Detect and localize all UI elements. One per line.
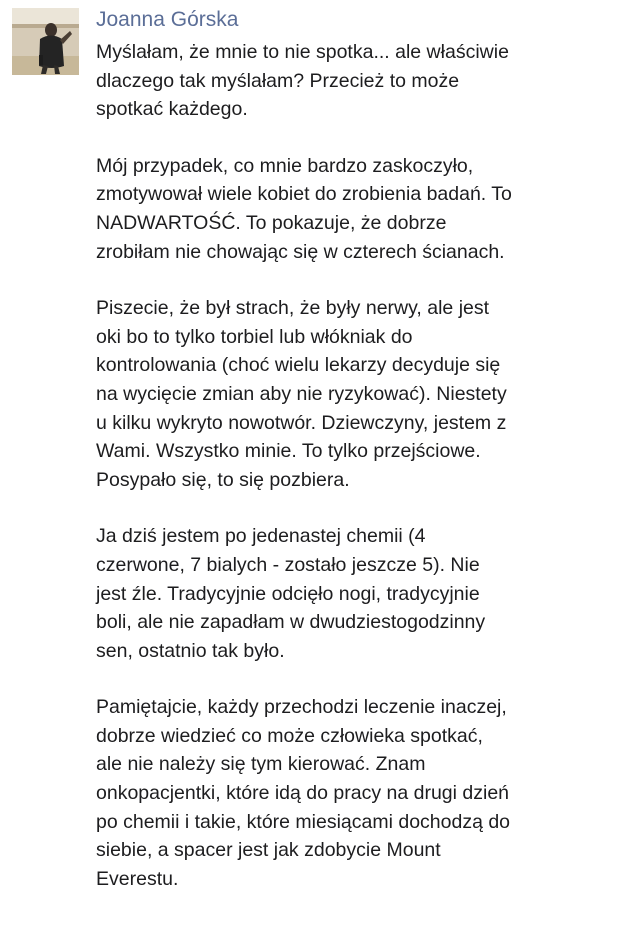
post-text-line: dlaczego tak myślałam? Przecież to może [96,69,460,92]
post-paragraph [96,522,611,665]
post-paragraph [96,38,611,124]
post-paragraph [96,294,611,494]
post-text-line: Ja dziś jestem po jedenastej chemii (4 [96,525,426,548]
post-text-line: Pamiętajcie, każdy przechodzi leczenie inaczej, [96,696,507,719]
post-text-line: na wycięcie zmian aby nie ryzykować). Niestety [96,382,507,405]
post-text-line: czerwone, 7 bialych - zostało jeszcze 5). Nie [96,553,480,576]
post-text-line: siebie, a spacer jest jak zdobycie Mount [96,839,441,862]
post-text-line: dobrze wiedzieć co może człowieka spotkać, [96,724,483,747]
profile-photo-icon [12,8,79,75]
post-text-line: zrobiłam nie chowając się w czterech ścianach. [96,240,505,263]
post-text-line: jest źle. Tradycyjnie odcięło nogi, tradycyjnie [96,582,480,605]
post-text-line: boli, ale nie zapadłam w dwudziestogodzinny [96,611,486,634]
post-text-line: u kilku wykryto nowotwór. Dziewczyny, jestem z [96,411,507,434]
post-text-line: Piszecie, że był strach, że były nerwy, ale jest [96,297,490,320]
post-text-line: oki bo to tylko torbiel lub włókniak do [96,325,413,348]
post-text-line: Everestu. [96,867,179,890]
post-text-line: Posypało się, to się pozbiera. [96,468,350,491]
author-name-link[interactable]: Joanna Górska [96,8,239,31]
post-text-line: spotkać każdego. [96,98,248,121]
post-paragraph [96,693,611,893]
post-text-line: sen, ostatnio tak było. [96,639,285,662]
post-message [96,38,611,893]
post-text-line: ale nie należy się tym kierować. Znam [96,753,426,776]
post-text-line: NADWARTOŚĆ. To pokazuje, że dobrze [96,211,447,234]
post-text-line: zmotywował wiele kobiet do zrobienia badań. To [96,183,512,206]
post-text-line: Myślałam, że mnie to nie spotka... ale właściwie [96,41,509,63]
avatar[interactable] [12,8,79,75]
post-text-line: Wami. Wszystko minie. To tylko przejściowe. [96,440,481,463]
post-text-line: po chemii i takie, które miesiącami dochodzą do [96,810,511,833]
post-text-line: Mój przypadek, co mnie bardzo zaskoczyło, [96,154,474,177]
post-content [96,6,611,893]
post-text-line: kontrolowania (choć wielu lekarzy decyduje się [96,354,501,377]
post-paragraph [96,152,611,266]
post-text-line: onkopacjentki, które idą do pracy na drugi dzień [96,782,510,805]
